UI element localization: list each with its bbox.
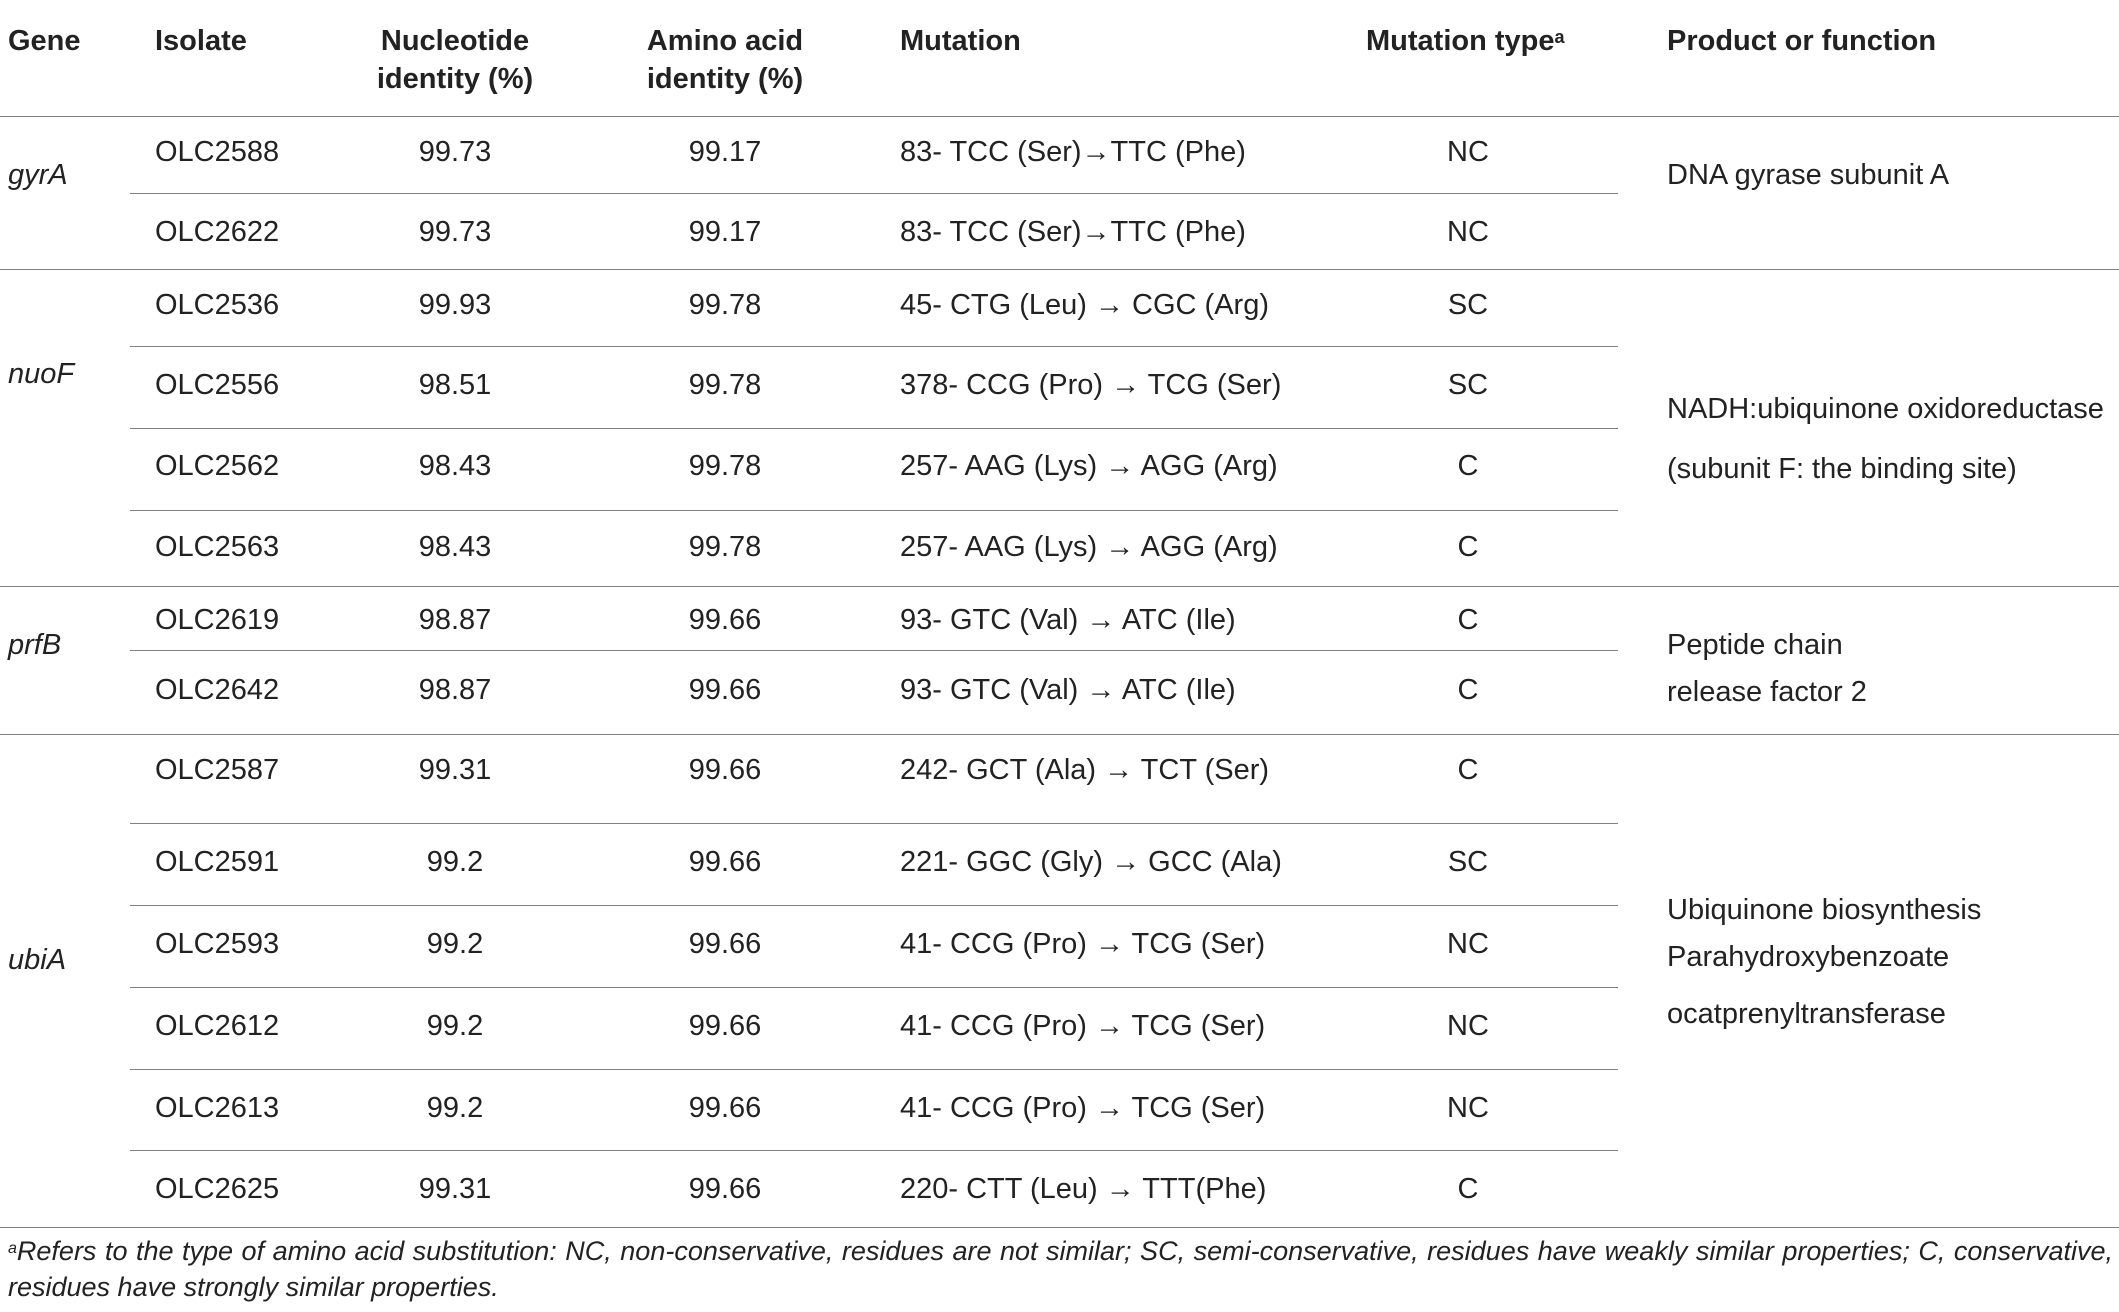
nucleotide-identity-cell: 99.93	[418, 289, 492, 321]
mutation-cell: 220- CTT (Leu) → TTT(Phe)	[900, 1173, 1267, 1205]
rule-group	[0, 734, 2119, 735]
amino-acid-identity-cell: 99.17	[688, 216, 762, 248]
product-line: NADH:ubiquinone oxidoreductase	[1667, 393, 2104, 425]
isolate-cell: OLC2613	[155, 1092, 280, 1124]
mutation-cell: 257- AAG (Lys) → AGG (Arg)	[900, 531, 1278, 563]
product-line: Parahydroxybenzoate	[1667, 941, 1950, 973]
amino-acid-identity-cell: 99.66	[688, 1092, 762, 1124]
rule-row	[130, 510, 1618, 511]
isolate-cell: OLC2591	[155, 846, 280, 878]
product-line: release factor 2	[1667, 676, 1867, 708]
mutation-cell: 41- CCG (Pro) → TCG (Ser)	[900, 1092, 1266, 1124]
header-amino-line2: identity (%)	[646, 63, 804, 95]
rule-header	[0, 116, 2119, 117]
mutation-cell: 378- CCG (Pro) → TCG (Ser)	[900, 369, 1282, 401]
mutation-cell: 41- CCG (Pro) → TCG (Ser)	[900, 928, 1266, 960]
footnote-sup: a	[8, 1240, 17, 1257]
isolate-cell: OLC2587	[155, 754, 280, 786]
rule-row	[130, 905, 1618, 906]
gene-name: ubiA	[8, 944, 67, 976]
isolate-cell: OLC2619	[155, 604, 280, 636]
footnote-text: Refers to the type of amino acid substitution: NC, non-conservative, residues are not similar; SC, semi-conservative, residues have weakly similar properties; C, conservative, residues have strongly similar properties.	[8, 1236, 2113, 1302]
mutation-cell: 257- AAG (Lys) → AGG (Arg)	[900, 450, 1278, 482]
mutation-type-cell: C	[1457, 754, 1479, 786]
mutation-cell: 242- GCT (Ala) → TCT (Ser)	[900, 754, 1270, 786]
mutation-cell: 93- GTC (Val) → ATC (Ile)	[900, 674, 1236, 706]
mutation-cell: 93- GTC (Val) → ATC (Ile)	[900, 604, 1236, 636]
amino-acid-identity-cell: 99.78	[688, 369, 762, 401]
amino-acid-identity-cell: 99.17	[688, 136, 762, 168]
mutation-cell: 45- CTG (Leu) → CGC (Arg)	[900, 289, 1269, 321]
nucleotide-identity-cell: 99.73	[418, 216, 492, 248]
nucleotide-identity-cell: 99.31	[418, 1173, 492, 1205]
isolate-cell: OLC2622	[155, 216, 280, 248]
header-gene: Gene	[8, 25, 81, 57]
gene-name: nuoF	[8, 358, 75, 390]
table-footnote	[8, 1233, 2113, 1305]
isolate-cell: OLC2588	[155, 136, 280, 168]
amino-acid-identity-cell: 99.66	[688, 674, 762, 706]
isolate-cell: OLC2562	[155, 450, 280, 482]
rule-row	[130, 823, 1618, 824]
nucleotide-identity-cell: 98.51	[418, 369, 492, 401]
mutation-type-cell: C	[1457, 604, 1479, 636]
mutation-type-cell: NC	[1447, 1092, 1489, 1124]
isolate-cell: OLC2536	[155, 289, 280, 321]
mutation-cell: 83- TCC (Ser)→TTC (Phe)	[900, 216, 1246, 248]
isolate-cell: OLC2593	[155, 928, 280, 960]
header-isolate: Isolate	[155, 25, 247, 57]
mutation-type-cell: C	[1457, 674, 1479, 706]
product-line: Ubiquinone biosynthesis	[1667, 894, 1982, 926]
amino-acid-identity-cell: 99.66	[688, 754, 762, 786]
amino-acid-identity-cell: 99.66	[688, 604, 762, 636]
nucleotide-identity-cell: 98.87	[418, 604, 492, 636]
rule-group	[0, 269, 2119, 270]
header-mutation-type: Mutation type$^a$	[1366, 25, 1565, 57]
product-line: DNA gyrase subunit A	[1667, 159, 1950, 191]
header-product: Product or function	[1667, 25, 1937, 57]
nucleotide-identity-cell: 99.2	[426, 1092, 484, 1124]
gene-name: gyrA	[8, 159, 68, 191]
rule-group	[0, 586, 2119, 587]
nucleotide-identity-cell: 98.43	[418, 450, 492, 482]
mutation-cell: 41- CCG (Pro) → TCG (Ser)	[900, 1010, 1266, 1042]
isolate-cell: OLC2625	[155, 1173, 280, 1205]
nucleotide-identity-cell: 98.43	[418, 531, 492, 563]
amino-acid-identity-cell: 99.66	[688, 1010, 762, 1042]
nucleotide-identity-cell: 98.87	[418, 674, 492, 706]
product-line: (subunit F: the binding site)	[1667, 453, 2017, 485]
header-nucleotide-line1: Nucleotide	[380, 25, 530, 57]
rule-row	[130, 650, 1618, 651]
mutation-type-cell: NC	[1447, 928, 1489, 960]
isolate-cell: OLC2612	[155, 1010, 280, 1042]
rule-row	[130, 1069, 1618, 1070]
rule-row	[130, 193, 1618, 194]
nucleotide-identity-cell: 99.31	[418, 754, 492, 786]
amino-acid-identity-cell: 99.66	[688, 846, 762, 878]
rule-row	[130, 987, 1618, 988]
amino-acid-identity-cell: 99.78	[688, 531, 762, 563]
isolate-cell: OLC2563	[155, 531, 280, 563]
header-mutation: Mutation	[900, 25, 1021, 57]
product-line: Peptide chain	[1667, 629, 1843, 661]
isolate-cell: OLC2556	[155, 369, 280, 401]
mutation-cell: 83- TCC (Ser)→TTC (Phe)	[900, 136, 1246, 168]
mutation-type-cell: SC	[1447, 846, 1489, 878]
gene-name: prfB	[8, 629, 62, 661]
header-mutation-type-sup: a	[1554, 27, 1565, 47]
rule-row	[130, 1150, 1618, 1151]
nucleotide-identity-cell: 99.2	[426, 1010, 484, 1042]
isolate-cell: OLC2642	[155, 674, 280, 706]
rule-row	[130, 346, 1618, 347]
nucleotide-identity-cell: 99.2	[426, 928, 484, 960]
amino-acid-identity-cell: 99.78	[688, 289, 762, 321]
mutation-type-cell: NC	[1447, 216, 1489, 248]
nucleotide-identity-cell: 99.2	[426, 846, 484, 878]
mutation-type-cell: SC	[1447, 369, 1489, 401]
mutation-type-cell: SC	[1447, 289, 1489, 321]
amino-acid-identity-cell: 99.78	[688, 450, 762, 482]
mutation-type-cell: C	[1457, 450, 1479, 482]
rule-bottom	[0, 1227, 2119, 1228]
amino-acid-identity-cell: 99.66	[688, 1173, 762, 1205]
mutation-cell: 221- GGC (Gly) → GCC (Ala)	[900, 846, 1282, 878]
product-line: ocatprenyltransferase	[1667, 998, 1946, 1030]
mutation-type-cell: NC	[1447, 136, 1489, 168]
mutation-type-cell: C	[1457, 531, 1479, 563]
amino-acid-identity-cell: 99.66	[688, 928, 762, 960]
mutation-type-cell: NC	[1447, 1010, 1489, 1042]
nucleotide-identity-cell: 99.73	[418, 136, 492, 168]
rule-row	[130, 428, 1618, 429]
header-amino-line1: Amino acid	[646, 25, 804, 57]
header-nucleotide-line2: identity (%)	[376, 63, 534, 95]
mutation-type-cell: C	[1457, 1173, 1479, 1205]
